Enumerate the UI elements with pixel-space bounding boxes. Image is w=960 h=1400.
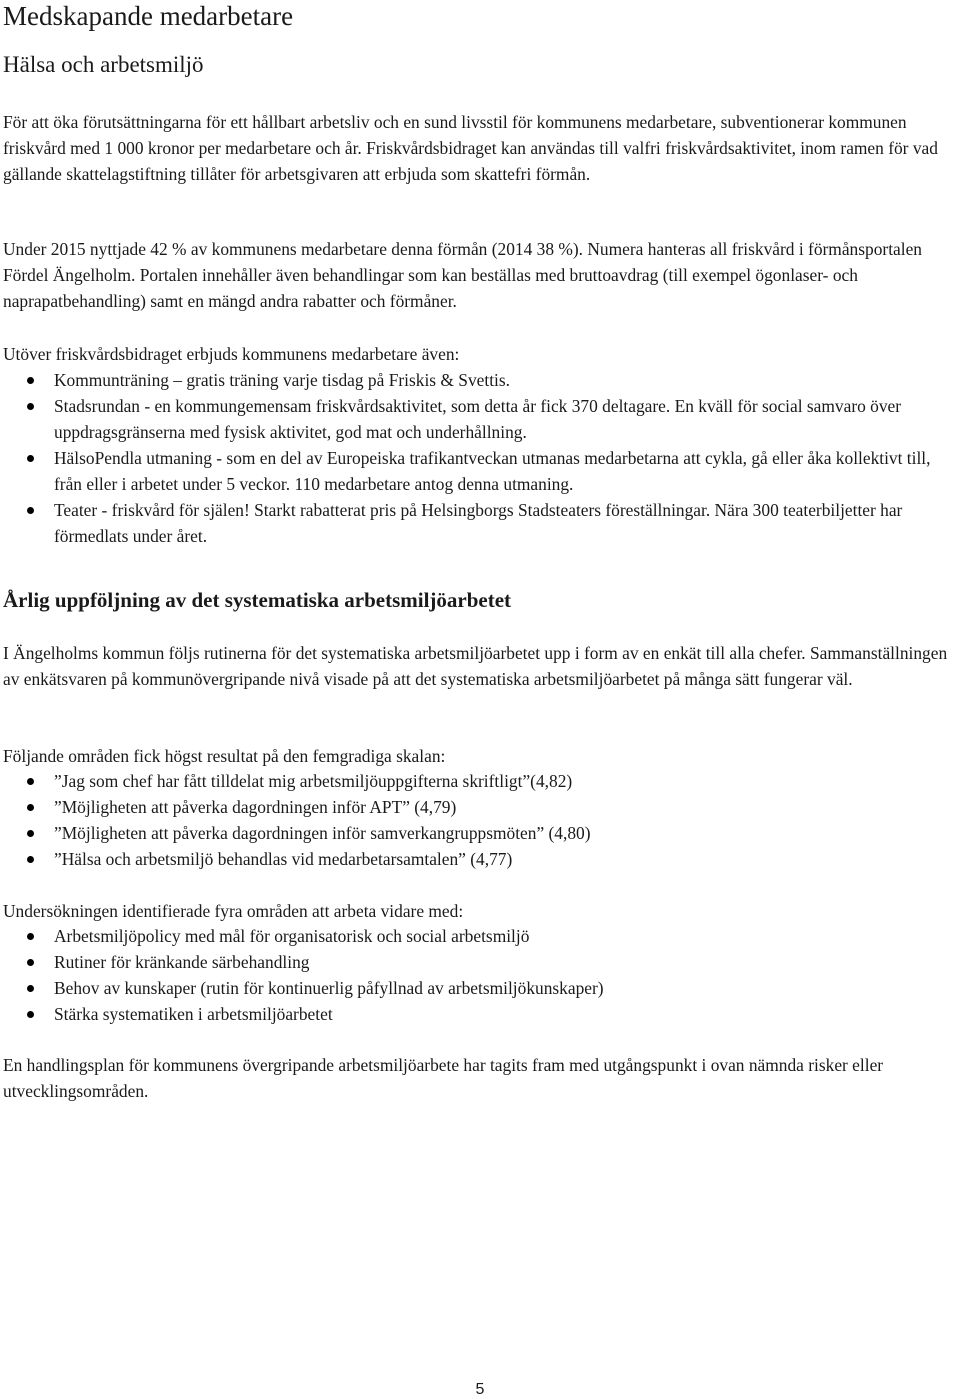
section-heading-followup: Årlig uppföljning av det systematiska arbetsmiljöarbetet [3,588,512,612]
list-item-text: Stärka systematiken i arbetsmiljöarbetet [54,1004,333,1024]
bullet-icon [27,377,34,384]
page-title: Medskapande medarbetare [3,1,294,31]
list-item [3,497,958,549]
list-item [3,1001,958,1027]
list-item [3,975,958,1001]
paragraph-results-intro: Följande områden fick högst resultat på den femgradiga skalan: [3,746,446,766]
list-item [3,768,958,794]
page-number: 5 [475,1381,485,1398]
list-item-text: ”Hälsa och arbetsmiljö behandlas vid medarbetarsamtalen” (4,77) [54,849,513,869]
paragraph-survey: I Ängelholms kommun följs rutinerna för det systematiska arbetsmiljöarbetet upp i form av en enkät till alla chefer. Sammanställningen av enkätsvaren på kommunövergripande nivå visade på att det systematiska arbetsmiljöarbetet på många sätt fungerar väl. [3,643,948,689]
list-item [3,794,958,820]
bullet-icon [27,507,34,514]
bullet-icon [27,933,34,940]
list-item-text: ”Jag som chef har fått tilldelat mig arbetsmiljöuppgifterna skriftligt”(4,82) [54,771,573,791]
bullet-icon [27,1011,34,1018]
offers-list [3,367,958,549]
paragraph-wellness-subsidy: För att öka förutsättningarna för ett hållbart arbetsliv och en sund livsstil för kommunens medarbetare, subventionerar kommunen friskvård med 1 000 kronor per medarbetare och år. Friskvårdsbidraget kan användas till valfri friskvårdsaktivitet, inom ramen för vad gällande skattelagstiftning tillåter för arbetsgivaren att erbjuda som skattefri förmån. [3,112,938,184]
bullet-icon [27,455,34,462]
list-item-text: ”Möjligheten att påverka dagordningen inför samverkangruppsmöten” (4,80) [54,823,591,843]
list-item-text: HälsoPendla utmaning - som en del av Europeiska trafikantveckan utmanas medarbetarna att cykla, gå eller åka kollektivt till, från eller i arbetet under 5 veckor. 110 medarbetare antog denna utmaning. [54,448,931,494]
list-item [3,393,958,445]
paragraph-action-plan: En handlingsplan för kommunens övergripande arbetsmiljöarbete har tagits fram med utgångspunkt i ovan nämnda risker eller utvecklingsområden. [3,1055,884,1101]
bullet-icon [27,830,34,837]
paragraph-usage-2015: Under 2015 nyttjade 42 % av kommunens medarbetare denna förmån (2014 38 %). Numera hanteras all friskvård i förmånsportalen Fördel Ängelholm. Portalen innehåller även behandlingar som kan beställas med bruttoavdrag (till exempel ögonlaser- och naprapatbehandling) samt en mängd andra rabatter och förmåner. [3,239,922,311]
paragraph-areas-intro: Undersökningen identifierade fyra områden att arbeta vidare med: [3,901,464,921]
results-list [3,768,958,872]
list-item [3,923,958,949]
bullet-icon [27,959,34,966]
list-item [3,949,958,975]
areas-list [3,923,958,1027]
list-item-text: Stadsrundan - en kommungemensam friskvårdsaktivitet, som detta år fick 370 deltagare. En kväll för social samvaro över uppdragsgränserna med fysisk aktivitet, god mat och underhållning. [54,396,902,442]
list-item-text: ”Möjligheten att påverka dagordningen inför APT” (4,79) [54,797,457,817]
bullet-icon [27,985,34,992]
list-item-text: Rutiner för kränkande särbehandling [54,952,310,972]
list-item [3,445,958,497]
list-item [3,846,958,872]
bullet-icon [27,804,34,811]
list-item-text: Arbetsmiljöpolicy med mål för organisatorisk och social arbetsmiljö [54,926,530,946]
bullet-icon [27,856,34,863]
section-heading-health: Hälsa och arbetsmiljö [3,52,204,77]
list-item-text: Teater - friskvård för själen! Starkt rabatterat pris på Helsingborgs Stadsteaters föreställningar. Nära 300 teaterbiljetter har förmedlats under året. [54,500,903,546]
bullet-icon [27,403,34,410]
list-item-text: Behov av kunskaper (rutin för kontinuerlig påfyllnad av arbetsmiljökunskaper) [54,978,604,998]
bullet-icon [27,778,34,785]
paragraph-offers-intro: Utöver friskvårdsbidraget erbjuds kommunens medarbetare även: [3,344,460,364]
list-item [3,367,958,393]
list-item [3,820,958,846]
list-item-text: Kommunträning – gratis träning varje tisdag på Friskis & Svettis. [54,370,510,390]
